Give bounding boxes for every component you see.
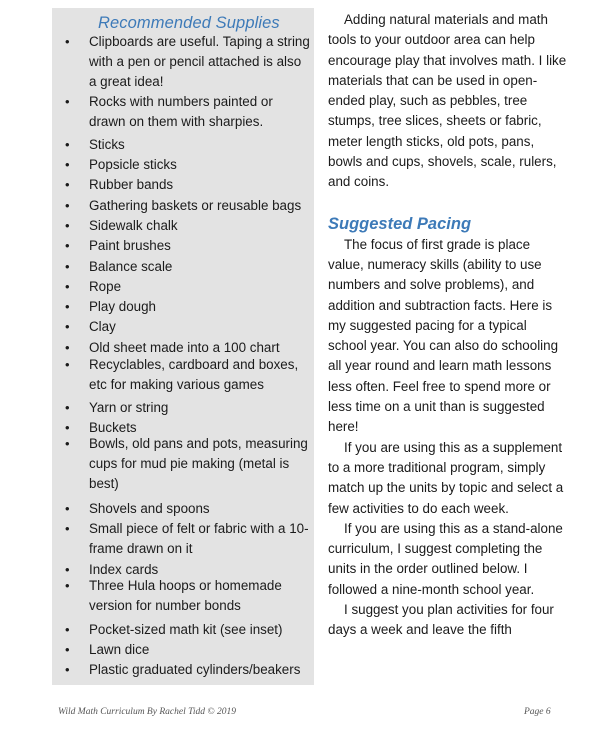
list-item: • Clipboards are useful. Taping a string with a pen or pencil attached is also a great idea!: [65, 34, 310, 89]
list-item: • Gathering baskets or reusable bags: [65, 198, 302, 213]
list-item: • Index cards: [65, 562, 159, 577]
list-item: • Yarn or string: [65, 400, 169, 415]
pacing-paragraph: I suggest you plan activities for four days a week and leave the fifth: [328, 602, 554, 638]
list-item: • Old sheet made into a 100 chart: [65, 340, 280, 355]
list-item: • Sticks: [65, 137, 125, 152]
footer-credit: Wild Math Curriculum By Rachel Tidd © 2019: [58, 707, 236, 717]
pacing-paragraph: If you are using this as a supplement to a more traditional program, simply match up the units by topic and select a few activities to do each week.: [328, 439, 564, 516]
page-number: Page 6: [524, 707, 551, 717]
list-item: • Recyclables, cardboard and boxes, etc for making various games: [65, 357, 299, 392]
list-item: • Plastic graduated cylinders/beakers: [65, 662, 301, 677]
sidebar-title: Recommended Supplies: [98, 14, 280, 32]
list-item: • Bowls, old pans and pots, measuring cups for mud pie making (metal is best): [65, 436, 308, 491]
list-item: • Clay: [65, 319, 116, 334]
pacing-paragraph: The focus of first grade is place value, numeracy skills (ability to use numbers and solve problems), and addition and subtraction facts. Here is my suggested pacing for a typical school year. You can also do schooling all year round and learn math lessons less often. Feel free to spend more or less time on a unit than is suggested here!: [328, 236, 559, 435]
list-item: • Rope: [65, 279, 122, 294]
pacing-paragraph: If you are using this as a stand-alone curriculum, I suggest completing the units in the order outlined below. I followed a nine-month school year.: [328, 520, 563, 597]
list-item: • Shovels and spoons: [65, 501, 210, 516]
main-column: [328, 10, 568, 641]
list-item: • Sidewalk chalk: [65, 218, 178, 233]
list-item: • Rocks with numbers painted or drawn on them with sharpies.: [65, 94, 273, 129]
list-item: • Balance scale: [65, 259, 173, 274]
list-item: • Small piece of felt or fabric with a 10-frame drawn on it: [65, 521, 309, 556]
pacing-heading: Suggested Pacing: [328, 214, 472, 233]
list-item: • Buckets: [65, 420, 137, 435]
list-item: • Rubber bands: [65, 177, 174, 192]
intro-paragraph: Adding natural materials and math tools to your outdoor area can help encourage play that involves math. I like materials that can be used in open-ended play, such as pebbles, tree stumps, tree slices, sheets or fabric, meter length sticks, old pots, pans, bowls and cups, shovels, scale, rulers, and coins.: [328, 12, 567, 190]
list-item: • Three Hula hoops or homemade version for number bonds: [65, 578, 282, 613]
list-item: • Paint brushes: [65, 238, 171, 253]
list-item: • Play dough: [65, 299, 157, 314]
list-item: • Lawn dice: [65, 642, 150, 657]
list-item: • Pocket-sized math kit (see inset): [65, 622, 283, 637]
list-item: • Popsicle sticks: [65, 157, 177, 172]
